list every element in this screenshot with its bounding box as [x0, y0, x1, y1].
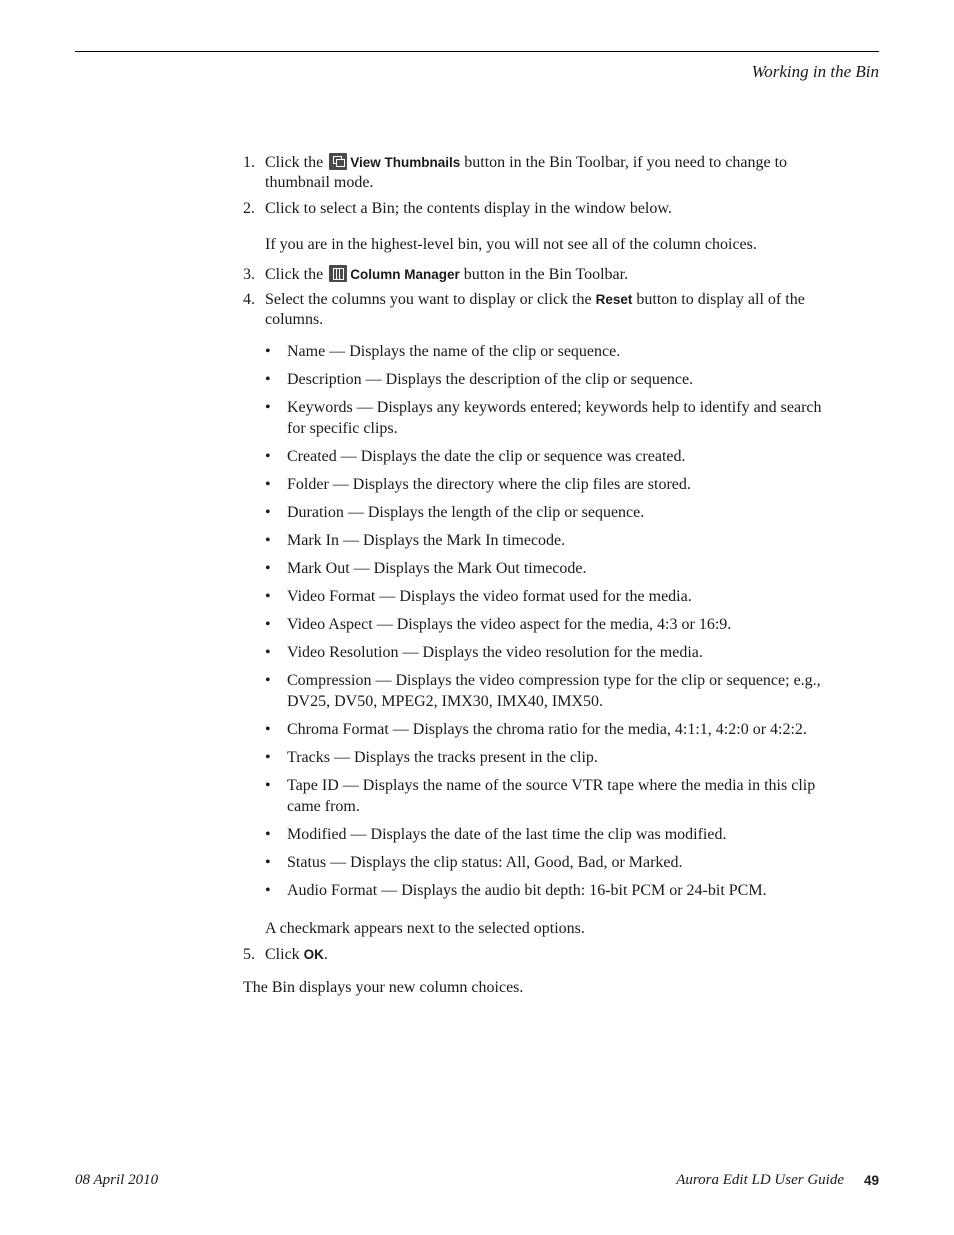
step-3: 3. Click the Column Manager button in the Bin Toolbar.	[243, 266, 629, 283]
list-item: • Description — Displays the description of the clip or sequence.	[265, 369, 833, 390]
list-item: • Tracks — Displays the tracks present in the clip.	[265, 747, 833, 768]
step-number: 1.	[243, 154, 255, 171]
note-checkmark: A checkmark appears next to the selected options.	[265, 920, 585, 937]
step-number: 4.	[243, 291, 255, 308]
step-number: 3.	[243, 266, 255, 283]
step-5: 5. Click OK.	[243, 946, 328, 963]
list-item: • Video Aspect — Displays the video aspect for the media, 4:3 or 16:9.	[265, 614, 833, 635]
column-manager-label: Column Manager	[350, 267, 460, 282]
step-number: 5.	[243, 946, 255, 963]
list-item: • Mark In — Displays the Mark In timecode.	[265, 530, 833, 551]
step-number: 2.	[243, 200, 255, 217]
list-item: • Audio Format — Displays the audio bit depth: 16-bit PCM or 24-bit PCM.	[265, 880, 833, 901]
header-rule	[75, 51, 879, 52]
note-highest-level-bin: If you are in the highest-level bin, you will not see all of the column choices.	[265, 236, 757, 253]
list-item: • Compression — Displays the video compression type for the clip or sequence; e.g., DV25, DV50, MPEG2, IMX30, IMX40, IMX50.	[265, 670, 833, 712]
list-item: • Modified — Displays the date of the last time the clip was modified.	[265, 824, 833, 845]
ok-label: OK	[303, 947, 324, 962]
step-1: 1. Click the View Thumbnails button in the Bin Toolbar, if you need to change to thumbnail mode.	[243, 154, 788, 191]
step-2: 2. Click to select a Bin; the contents display in the window below.	[243, 200, 672, 217]
list-item: • Status — Displays the clip status: All, Good, Bad, or Marked.	[265, 852, 833, 873]
page-number: 49	[863, 1173, 879, 1188]
step-4: 4. Select the columns you want to display or click the Reset button to display all of the columns.	[243, 291, 805, 328]
footer-date: 08 April 2010	[75, 1172, 159, 1188]
column-options-list	[243, 341, 833, 901]
list-item: • Created — Displays the date the clip or sequence was created.	[265, 446, 833, 467]
reset-label: Reset	[595, 292, 633, 307]
main-content	[243, 153, 833, 998]
list-item: • Video Resolution — Displays the video resolution for the media.	[265, 642, 833, 663]
list-item: • Chroma Format — Displays the chroma ratio for the media, 4:1:1, 4:2:0 or 4:2:2.	[265, 719, 833, 740]
list-item: • Tape ID — Displays the name of the source VTR tape where the media in this clip came from.	[265, 775, 833, 817]
list-item: • Duration — Displays the length of the clip or sequence.	[265, 502, 833, 523]
view-thumbnails-label: View Thumbnails	[350, 155, 461, 170]
list-item: • Video Format — Displays the video format used for the media.	[265, 586, 833, 607]
list-item: • Mark Out — Displays the Mark Out timecode.	[265, 558, 833, 579]
closing-paragraph: The Bin displays your new column choices.	[243, 979, 524, 996]
running-header: Working in the Bin	[751, 62, 879, 81]
column-manager-icon	[329, 265, 347, 282]
list-item: • Folder — Displays the directory where the clip files are stored.	[265, 474, 833, 495]
list-item: • Keywords — Displays any keywords entered; keywords help to identify and search for specific clips.	[265, 397, 833, 439]
view-thumbnails-icon	[329, 153, 347, 170]
list-item: • Name — Displays the name of the clip or sequence.	[265, 341, 833, 362]
footer-guide-title: Aurora Edit LD User Guide	[676, 1172, 844, 1188]
